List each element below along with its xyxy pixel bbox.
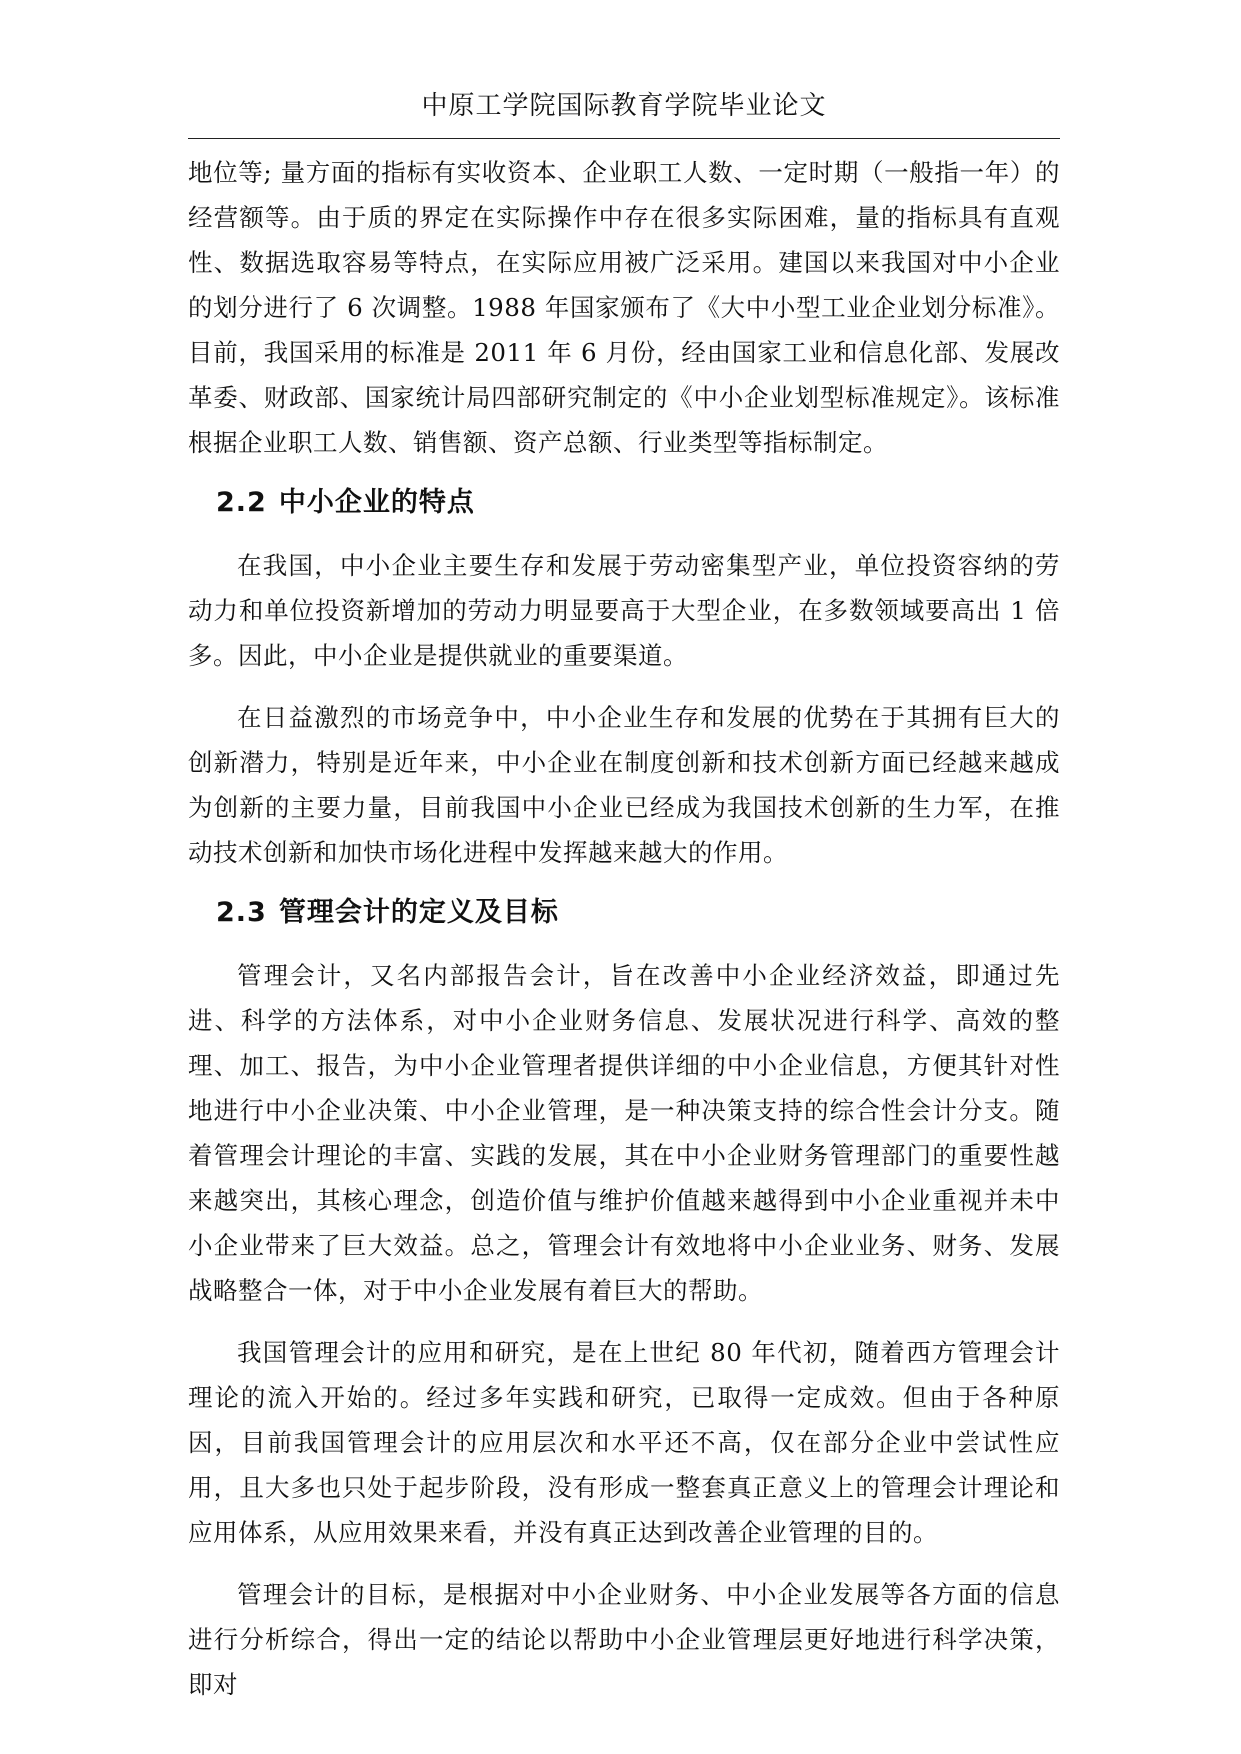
body-paragraph: 我国管理会计的应用和研究，是在上世纪 80 年代初，随着西方管理会计理论的流入开始的。经过多年实践和研究，已取得一定成效。但由于各种原因，目前我国管理会计的应用层次和水平还不高，仅在部分企业中尝试性应用，且大多也只处于起步阶段，没有形成一整套真正意义上的管理会计理论和应用体系，从应用效果来看，并没有真正达到改善企业管理的目的。 (188, 1338, 1060, 1547)
section-title-text: 管理会计的定义及目标 (278, 897, 559, 928)
document-body (188, 150, 1060, 1707)
body-paragraph: 在日益激烈的市场竞争中，中小企业生存和发展的优势在于其拥有巨大的创新潜力，特别是近年来，中小企业在制度创新和技术创新方面已经越来越成为创新的主要力量，目前我国中小企业已经成为我国技术创新的生力军，在推动技术创新和加快市场化进程中发挥越来越大的作用。 (188, 703, 1060, 867)
page-header (188, 86, 1060, 139)
body-paragraph: 管理会计，又名内部报告会计，旨在改善中小企业经济效益，即通过先进、科学的方法体系，对中小企业财务信息、发展状况进行科学、高效的整理、加工、报告，为中小企业管理者提供详细的中小企业信息，方便其针对性地进行中小企业决策、中小企业管理，是一种决策支持的综合性会计分支。随着管理会计理论的丰富、实践的发展，其在中小企业财务管理部门的重要性越来越突出，其核心理念，创造价值与维护价值越来越得到中小企业重视并未中小企业带来了巨大效益。总之，管理会计有效地将中小企业业务、财务、发展战略整合一体，对于中小企业发展有着巨大的帮助。 (188, 961, 1060, 1305)
body-paragraph: 在我国，中小企业主要生存和发展于劳动密集型产业，单位投资容纳的劳动力和单位投资新增加的劳动力明显要高于大型企业，在多数领域要高出 1 倍多。因此，中小企业是提供就业的重要渠道。 (188, 551, 1060, 670)
section-title-text: 中小企业的特点 (278, 487, 475, 518)
intro-paragraph: 地位等; 量方面的指标有实收资本、企业职工人数、一定时期（一般指一年）的经营额等。由于质的界定在实际操作中存在很多实际困难，量的指标具有直观性、数据选取容易等特点，在实际应用被广泛采用。建国以来我国对中小企业的划分进行了 6 次调整。1988 年国家颁布了《大中小型工业企业划分标准》。目前，我国采用的标准是 2011 年 6 月份，经由国家工业和信息化部、发展改革委、财政部、国家统计局四部研究制定的《中小企业划型标准规定》。该标准根据企业职工人数、销售额、资产总额、行业类型等指标制定。 (188, 158, 1060, 457)
section-heading-2-2 (216, 483, 1060, 523)
section-heading-2-3 (216, 893, 1060, 933)
section-number: 2.2 (216, 487, 267, 518)
body-paragraph: 管理会计的目标，是根据对中小企业财务、中小企业发展等各方面的信息进行分析综合，得出一定的结论以帮助中小企业管理层更好地进行科学决策，即对 (188, 1580, 1060, 1699)
section-number: 2.3 (216, 897, 267, 928)
header-title: 中原工学院国际教育学院毕业论文 (421, 91, 827, 121)
